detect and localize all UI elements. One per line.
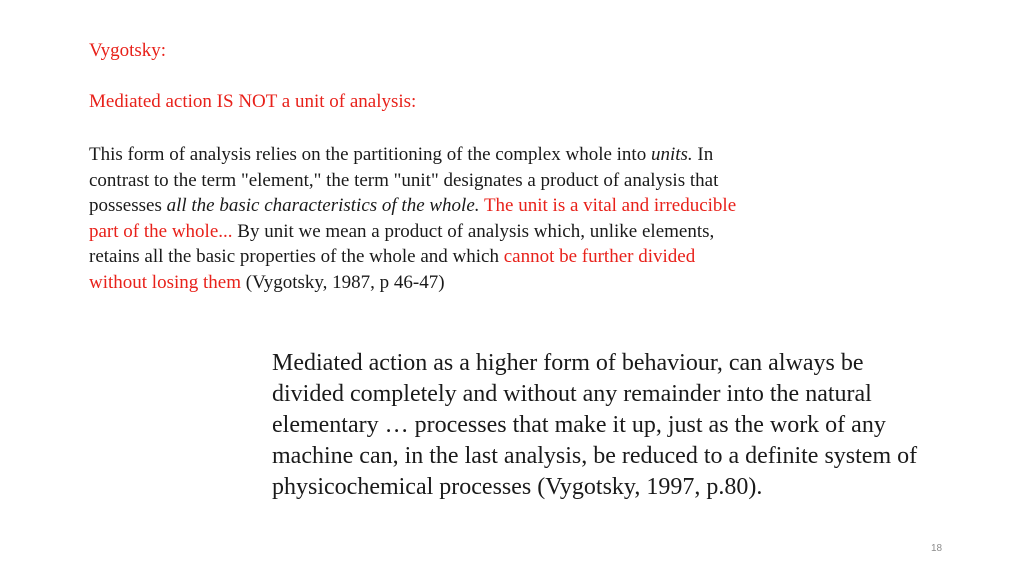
paragraph-line bbox=[89, 270, 829, 296]
quote-line: Mediated action as a higher form of behaviour, can always be bbox=[272, 350, 864, 376]
paragraph-line bbox=[89, 168, 829, 194]
paragraph-text: contrast to the term "element," the term "unit" designates a product of analysis that bbox=[89, 169, 719, 191]
paragraph-text: possesses bbox=[89, 195, 167, 216]
paragraph-line bbox=[89, 193, 829, 219]
quote-line: physicochemical processes (Vygotsky, 1997, p.80). bbox=[272, 474, 763, 500]
paragraph-text: retains all the basic properties of the whole and which bbox=[89, 246, 504, 267]
paragraph-highlight-text: The unit is a vital and irreducible bbox=[479, 195, 737, 216]
quote-line: machine can, in the last analysis, be reduced to a definite system of bbox=[272, 443, 918, 469]
paragraph-italic-text: units. bbox=[650, 144, 693, 165]
paragraph-line bbox=[89, 219, 829, 245]
slide-subtitle: Mediated action IS NOT a unit of analysis: bbox=[89, 91, 417, 112]
paragraph-italic-text: all the basic characteristics of the whole. bbox=[166, 195, 480, 216]
paragraph-text: In bbox=[692, 144, 714, 165]
paragraph-text: By unit we mean a product of analysis which, unlike elements, bbox=[232, 220, 715, 242]
quote-line: elementary … processes that make it up, just as the work of any bbox=[272, 412, 886, 438]
paragraph-text: This form of analysis relies on the partitioning of the complex whole into bbox=[89, 144, 651, 165]
citation-text: (Vygotsky, 1987, p 46-47) bbox=[241, 271, 445, 293]
paragraph-line bbox=[89, 244, 829, 270]
mediated-action-quote bbox=[272, 348, 992, 503]
vygotsky-quote-paragraph bbox=[89, 142, 829, 295]
slide-title: Vygotsky: bbox=[89, 40, 167, 61]
paragraph-line bbox=[89, 142, 829, 168]
page-number: 18 bbox=[931, 543, 943, 554]
paragraph-highlight-text: without losing them bbox=[89, 271, 241, 293]
paragraph-highlight-text: part of the whole... bbox=[89, 220, 233, 242]
paragraph-highlight-text: cannot be further divided bbox=[503, 246, 696, 267]
quote-line: divided completely and without any remainder into the natural bbox=[272, 381, 872, 407]
